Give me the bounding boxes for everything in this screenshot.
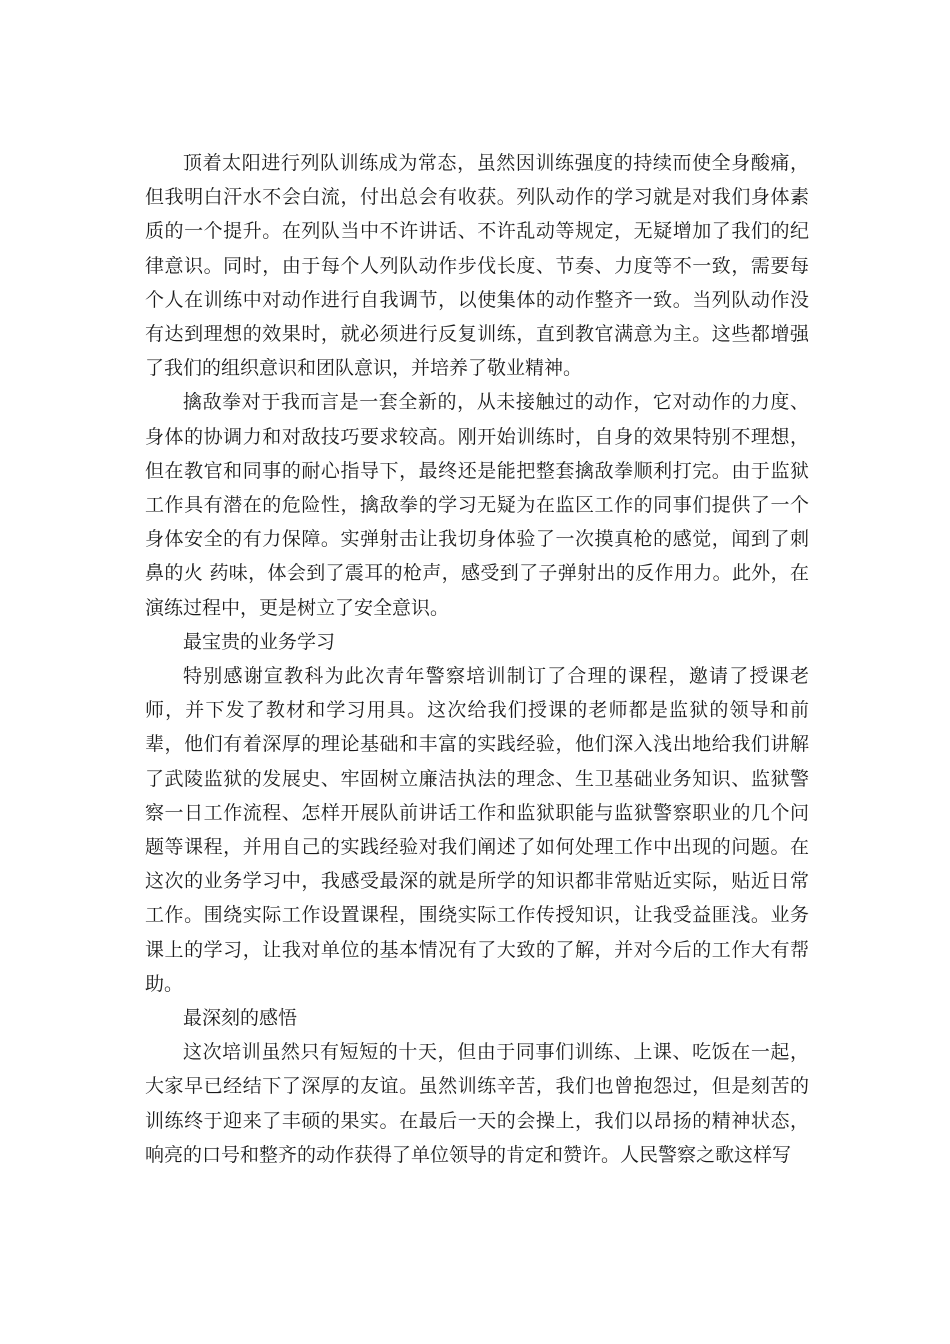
paragraph-reflection: 这次培训虽然只有短短的十天，但由于同事们训练、上课、吃饭在一起，大家早已经结下了深厚的友谊。虽然训练辛苦，我们也曾抱怨过，但是刻苦的训练终于迎来了丰硕的果实。在最后一天的会操上，我们以昂扬的精神状态，响亮的口号和整齐的动作获得了单位领导的肯定和赞许。人民警察之歌这样写 — [145, 1041, 809, 1166]
paragraph-drill-training: 顶着太阳进行列队训练成为常态，虽然因训练强度的持续而使全身酸痛，但我明白汗水不会白流，付出总会有收获。列队动作的学习就是对我们身体素质的一个提升。在列队当中不许讲话、不许乱动等规定，无疑增加了我们的纪律意识。同时，由于每个人列队动作步伐长度、节奏、力度等不一致，需要每个人在训练中对动作进行自我调节，以使集体的动作整齐一致。当列队动作没有达到理想的效果时，就必须进行反复训练，直到教官满意为主。这些都增强了我们的组织意识和团队意识，并培养了敬业精神。 — [145, 152, 809, 380]
document-page — [145, 146, 809, 1172]
paragraph-combat-and-shooting: 擒敌拳对于我而言是一套全新的，从未接触过的动作，它对动作的力度、身体的协调力和对敌技巧要求较高。刚开始训练时，自身的效果特别不理想，但在教官和同事的耐心指导下，最终还是能把整套擒敌拳顺利打完。由于监狱工作具有潜在的危险性，擒敌拳的学习无疑为在监区工作的同事们提供了一个身体安全的有力保障。实弹射击让我切身体验了一次摸真枪的感觉，闻到了刺鼻的火 药味，体会到了震耳的枪声，感受到了子弹射出的反作用力。此外，在演练过程中，更是树立了安全意识。 — [145, 391, 809, 619]
section-heading-reflection: 最深刻的感悟 — [183, 1007, 298, 1030]
paragraph-business-study: 特别感谢宣教科为此次青年警察培训制订了合理的课程，邀请了授课老师，并下发了教材和学习用具。这次给我们授课的老师都是监狱的领导和前辈，他们有着深厚的理论基础和丰富的实践经验，他们深入浅出地给我们讲解了武陵监狱的发展史、牢固树立廉洁执法的理念、生卫基础业务知识、监狱警察一日工作流程、怎样开展队前讲话工作和监狱职能与监狱警察职业的几个问题等课程，并用自己的实践经验对我们阐述了如何处理工作中出现的问题。在这次的业务学习中，我感受最深的就是所学的知识都非常贴近实际，贴近日常工作。围绕实际工作设置课程，围绕实际工作传授知识，让我受益匪浅。业务课上的学习，让我对单位的基本情况有了大致的了解，并对今后的工作大有帮助。 — [145, 665, 809, 995]
section-heading-business-study: 最宝贵的业务学习 — [183, 630, 336, 653]
